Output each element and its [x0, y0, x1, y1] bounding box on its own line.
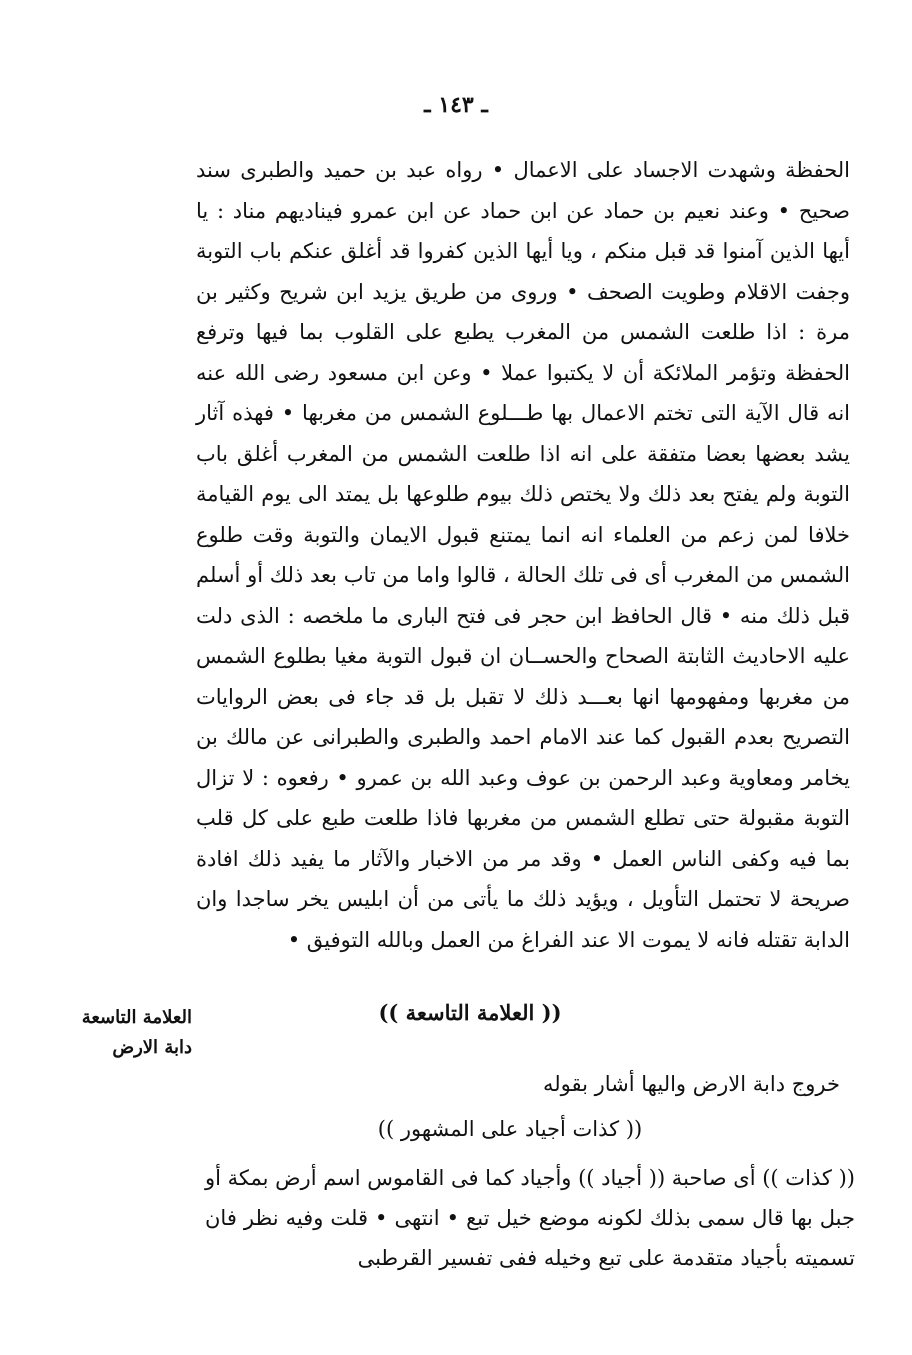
margin-note-subtitle: دابة الارض [112, 1037, 192, 1058]
commentary-intro: خروج دابة الارض واليها أشار بقوله [542, 1072, 840, 1096]
margin-note-title: العلامة التاسعة [81, 1007, 192, 1028]
verse-line: (( كذات أجياد على المشهور )) [377, 1117, 643, 1141]
section-heading: (( العلامة التاسعة )) [378, 1000, 562, 1025]
commentary-paragraph: (( كذات )) أى صاحبة (( أجياد )) وأجياد كما فى القاموس اسم أرض بمكة أو جبل بها قال سمى بذلك لكونه موضع خيل تبع • انتهى • قلت وفيه نظر فان تسميته بأجياد متقدمة على تبع وخيله ففى تفسير القرطبى [205, 1166, 855, 1270]
margin-note [30, 1003, 192, 1063]
main-text-block [196, 150, 850, 960]
page-number: ـ ١٤٣ ـ [424, 92, 488, 118]
main-paragraph: الحفظة وشهدت الاجساد على الاعمال • رواه عبد بن حميد والطبرى سند صحيح • وعند نعيم بن حماد عن ابن حماد عن ابن عمرو فيناديهم مناد : يا أيها الذين آمنوا قد قبل منكم ، ويا أيها الذين كفروا قد أغلق عنكم باب التوبة وجفت الاقلام وطويت الصحف • وروى من طريق يزيد ابن شريح وكثير بن مرة : اذا طلعت الشمس من المغرب يطبع على القلوب بما فيها وترفع الحفظة وتؤمر الملائكة أن لا يكتبوا عملا • وعن ابن مسعود رضى الله عنه انه قال الآية التى تختم الاعمال بها طـــلوع الشمس من مغربها • فهذه آثار يشد بعضها بعضا متفقة على انه اذا طلعت الشمس من المغرب أغلق باب التوبة ولم يفتح بعد ذلك ولا يختص ذلك بيوم طلوعها بل يمتد الى يوم القيامة خلافا لمن زعم من العلماء انه انما يمتنع قبول الايمان والتوبة وقت طلوع الشمس من المغرب أى فى تلك الحالة ، قالوا واما من تاب بعد ذلك أو أسلم قبل ذلك منه • قال الحافظ ابن حجر فى فتح البارى ما ملخصه : الذى دلت عليه الاحاديث الثابتة الصحاح والحســان ان قبول التوبة مغيا بطلوع الشمس من مغربها ومفهومها انها بعـــد ذلك لا تقبل بل قد جاء فى بعض الروايات التصريح بعدم القبول كما عند الامام احمد والطبرى والطبرانى عن مالك بن يخامر ومعاوية وعبد الرحمن بن عوف وعبد الله بن عمرو • رفعوه : لا تزال التوبة مقبولة حتى تطلع الشمس من مغربها فاذا طلعت طبع على كل قلب بما فيه وكفى الناس العمل • وقد مر من الاخبار والآثار ما يفيد ذلك افادة صريحة لا تحتمل التأويل ، ويؤيد ذلك ما يأتى من أن ابليس يخر ساجدا وان الدابة تقتله فانه لا يموت الا عند الفراغ من العمل وبالله التوفيق • [196, 158, 850, 952]
